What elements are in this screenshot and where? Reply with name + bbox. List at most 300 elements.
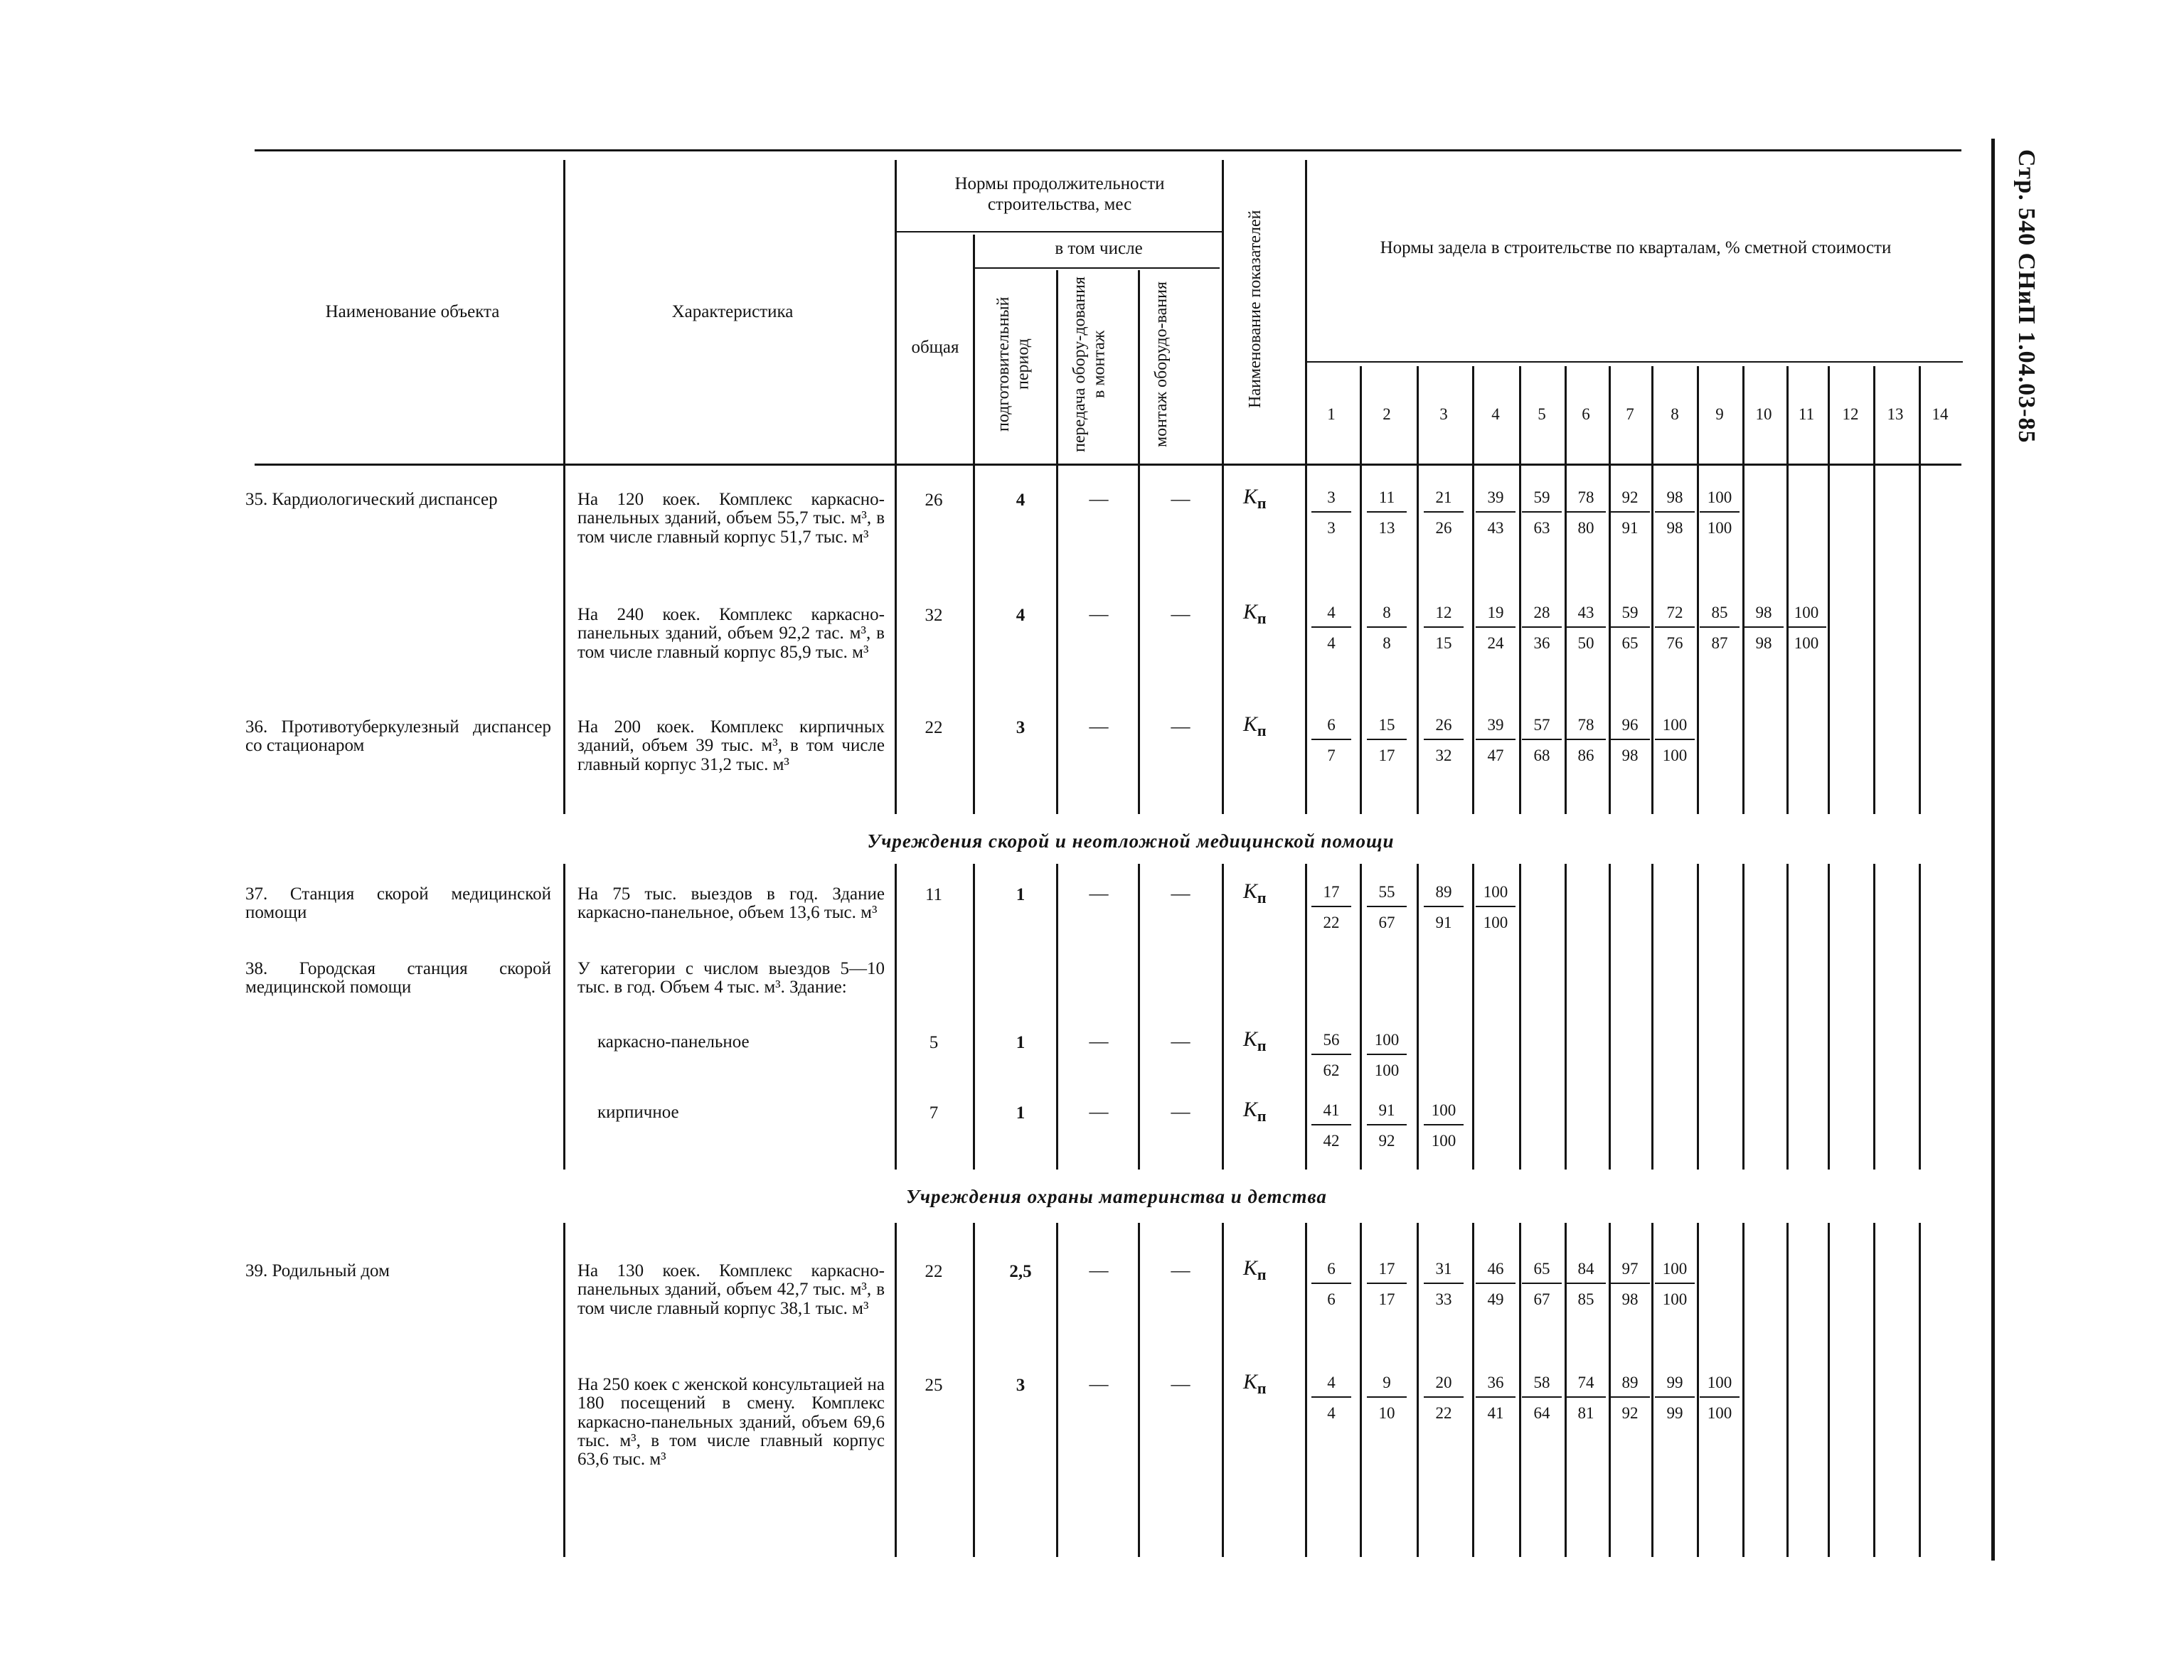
indicator-subscript: п bbox=[1257, 722, 1267, 739]
backlog-fraction bbox=[1311, 1032, 1351, 1079]
backlog-fraction bbox=[1476, 489, 1516, 536]
characteristic-38-panel: каркасно-панельное bbox=[597, 1032, 750, 1052]
backlog-fraction bbox=[1367, 604, 1407, 651]
characteristic-38-brick: кирпичное bbox=[597, 1103, 679, 1122]
body-rule-1-9 bbox=[1472, 864, 1474, 1170]
object-name-37: 37. Станция скорой медицинской помощи bbox=[245, 884, 551, 923]
quarter-header-11: 11 bbox=[1798, 405, 1815, 423]
backlog-value-bottom: 7 bbox=[1327, 747, 1336, 764]
quarters-subrule bbox=[1305, 361, 1963, 363]
backlog-value-bottom: 98 bbox=[1621, 1290, 1639, 1308]
duration-subrule bbox=[896, 231, 1223, 232]
backlog-value-bottom: 92 bbox=[1378, 1132, 1395, 1150]
body-rule-1-0 bbox=[563, 864, 565, 1170]
backlog-fraction bbox=[1610, 1374, 1650, 1421]
col-header-transfer: передача обору-дования в монтаж bbox=[1070, 277, 1109, 452]
backlog-value-top: 100 bbox=[1367, 1032, 1407, 1055]
duration-transfer: — bbox=[1089, 603, 1109, 624]
quarter-header-5: 5 bbox=[1538, 405, 1546, 423]
body-rule-1-14 bbox=[1697, 864, 1699, 1170]
backlog-value-top: 4 bbox=[1311, 1374, 1351, 1398]
duration-install: — bbox=[1171, 603, 1190, 624]
characteristic-37: На 75 тыс. выездов в год. Здание каркасно-панельное, объем 13,6 тыс. м³ bbox=[577, 884, 885, 923]
body-rule-1-6 bbox=[1305, 864, 1307, 1170]
quarter-header-13: 13 bbox=[1887, 405, 1904, 423]
backlog-value-top: 59 bbox=[1610, 604, 1650, 628]
backlog-value-top: 100 bbox=[1655, 1261, 1695, 1284]
backlog-value-top: 100 bbox=[1476, 884, 1516, 907]
col-header-total: общая bbox=[911, 338, 959, 357]
backlog-value-top: 20 bbox=[1424, 1374, 1464, 1398]
backlog-value-top: 15 bbox=[1367, 717, 1407, 740]
quarter-header-8: 8 bbox=[1671, 405, 1679, 423]
duration-total: 22 bbox=[925, 718, 943, 737]
backlog-value-bottom: 100 bbox=[1794, 634, 1819, 652]
side-rule bbox=[1991, 139, 1995, 1561]
quarter-header-7: 7 bbox=[1626, 405, 1634, 423]
quarter-header-1: 1 bbox=[1327, 405, 1336, 423]
backlog-value-bottom: 3 bbox=[1327, 519, 1336, 537]
backlog-value-bottom: 100 bbox=[1662, 747, 1688, 764]
backlog-fraction bbox=[1610, 489, 1650, 536]
duration-prep: 3 bbox=[1016, 1376, 1026, 1395]
indicator-subscript: п bbox=[1257, 494, 1267, 512]
duration-transfer: — bbox=[1089, 1373, 1109, 1394]
backlog-fraction bbox=[1476, 604, 1516, 651]
backlog-fraction bbox=[1744, 604, 1784, 651]
body-rule-0-5 bbox=[1222, 466, 1224, 814]
backlog-fraction bbox=[1424, 1261, 1464, 1307]
including-subrule bbox=[974, 267, 1220, 269]
duration-transfer: — bbox=[1089, 882, 1109, 904]
quarter-header-rule-4 bbox=[1565, 366, 1567, 464]
backlog-fraction bbox=[1311, 489, 1351, 536]
backlog-value-bottom: 86 bbox=[1577, 747, 1594, 764]
backlog-fraction bbox=[1311, 884, 1351, 931]
backlog-fraction bbox=[1566, 604, 1606, 651]
backlog-value-bottom: 76 bbox=[1666, 634, 1683, 652]
body-rule-2-5 bbox=[1222, 1223, 1224, 1557]
backlog-fraction bbox=[1522, 604, 1562, 651]
backlog-fraction bbox=[1786, 604, 1826, 651]
body-rule-0-8 bbox=[1417, 466, 1419, 814]
backlog-value-bottom: 100 bbox=[1707, 519, 1732, 537]
body-rule-2-0 bbox=[563, 1223, 565, 1557]
body-rule-1-8 bbox=[1417, 864, 1419, 1170]
duration-prep: 1 bbox=[1016, 1103, 1026, 1123]
body-rule-0-7 bbox=[1360, 466, 1362, 814]
duration-total: 11 bbox=[925, 885, 943, 904]
backlog-fraction bbox=[1522, 1374, 1562, 1421]
backlog-value-bottom: 41 bbox=[1487, 1404, 1504, 1422]
header-rule-6 bbox=[1305, 160, 1307, 464]
backlog-value-bottom: 98 bbox=[1755, 634, 1772, 652]
body-rule-1-7 bbox=[1360, 864, 1362, 1170]
backlog-fraction bbox=[1700, 604, 1740, 651]
body-rule-1-3 bbox=[1056, 864, 1058, 1170]
duration-install: — bbox=[1171, 488, 1190, 509]
body-rule-0-1 bbox=[895, 466, 897, 814]
object-name-36: 36. Противотуберкулезный диспансер со стационаром bbox=[245, 717, 551, 756]
quarter-header-rule-3 bbox=[1519, 366, 1521, 464]
backlog-value-top: 21 bbox=[1424, 489, 1464, 513]
quarter-header-4: 4 bbox=[1491, 405, 1500, 423]
col-header-install: монтаж оборудо-вания bbox=[1152, 281, 1171, 448]
body-rule-0-4 bbox=[1138, 466, 1140, 814]
backlog-fraction bbox=[1655, 1261, 1695, 1307]
backlog-value-bottom: 17 bbox=[1378, 747, 1395, 764]
backlog-value-bottom: 98 bbox=[1666, 519, 1683, 537]
backlog-value-top: 39 bbox=[1476, 489, 1516, 513]
duration-prep: 1 bbox=[1016, 885, 1026, 904]
backlog-value-top: 78 bbox=[1566, 717, 1606, 740]
backlog-value-bottom: 92 bbox=[1621, 1404, 1639, 1422]
backlog-value-top: 28 bbox=[1522, 604, 1562, 628]
body-rule-1-4 bbox=[1138, 864, 1140, 1170]
backlog-value-bottom: 10 bbox=[1378, 1404, 1395, 1422]
indicator-kp bbox=[1243, 1027, 1267, 1055]
duration-prep: 4 bbox=[1016, 606, 1026, 625]
body-rule-1-1 bbox=[895, 864, 897, 1170]
backlog-fraction bbox=[1476, 884, 1516, 931]
backlog-fraction bbox=[1566, 1261, 1606, 1307]
backlog-value-top: 89 bbox=[1610, 1374, 1650, 1398]
duration-transfer: — bbox=[1089, 715, 1109, 737]
indicator-subscript: п bbox=[1257, 1107, 1267, 1125]
backlog-fraction bbox=[1367, 884, 1407, 931]
backlog-value-bottom: 43 bbox=[1487, 519, 1504, 537]
body-rule-1-5 bbox=[1222, 864, 1224, 1170]
duration-install: — bbox=[1171, 715, 1190, 737]
backlog-value-top: 100 bbox=[1700, 489, 1740, 513]
header-rule-3 bbox=[1056, 270, 1058, 464]
quarter-header-rule-5 bbox=[1609, 366, 1611, 464]
backlog-value-top: 26 bbox=[1424, 717, 1464, 740]
backlog-fraction bbox=[1311, 717, 1351, 764]
quarter-header-6: 6 bbox=[1582, 405, 1590, 423]
body-rule-2-9 bbox=[1472, 1223, 1474, 1557]
col-header-characteristic: Характеристика bbox=[671, 302, 794, 321]
backlog-value-top: 85 bbox=[1700, 604, 1740, 628]
body-rule-0-0 bbox=[563, 466, 565, 814]
backlog-fraction bbox=[1424, 1102, 1464, 1149]
duration-install: — bbox=[1171, 882, 1190, 904]
backlog-value-top: 36 bbox=[1476, 1374, 1516, 1398]
quarter-header-rule-7 bbox=[1697, 366, 1699, 464]
body-rule-0-17 bbox=[1828, 466, 1830, 814]
body-rule-0-6 bbox=[1305, 466, 1307, 814]
body-rule-2-17 bbox=[1828, 1223, 1830, 1557]
backlog-value-bottom: 32 bbox=[1435, 747, 1452, 764]
indicator-k: К bbox=[1243, 1027, 1257, 1051]
header-rule-5 bbox=[1222, 160, 1224, 464]
duration-total: 22 bbox=[925, 1262, 943, 1281]
indicator-kp bbox=[1243, 1370, 1267, 1398]
body-rule-0-10 bbox=[1519, 466, 1521, 814]
col-header-backlog: Нормы задела в строительстве по кварталам, % сметной стоимости bbox=[1380, 238, 1892, 257]
object-name-39: 39. Родильный дом bbox=[245, 1261, 390, 1280]
backlog-value-top: 78 bbox=[1566, 489, 1606, 513]
body-rule-2-10 bbox=[1519, 1223, 1521, 1557]
body-rule-1-10 bbox=[1519, 864, 1521, 1170]
backlog-value-bottom: 8 bbox=[1383, 634, 1391, 652]
duration-install: — bbox=[1171, 1101, 1190, 1122]
duration-install: — bbox=[1171, 1373, 1190, 1394]
duration-install: — bbox=[1171, 1030, 1190, 1052]
quarter-header-rule-9 bbox=[1786, 366, 1789, 464]
backlog-fraction bbox=[1522, 489, 1562, 536]
body-rule-0-9 bbox=[1472, 466, 1474, 814]
indicator-subscript: п bbox=[1257, 609, 1267, 627]
section-heading-emergency: Учреждения скорой и неотложной медицинской помощи bbox=[867, 830, 1395, 852]
backlog-value-top: 43 bbox=[1566, 604, 1606, 628]
duration-total: 7 bbox=[929, 1103, 939, 1123]
backlog-value-top: 6 bbox=[1311, 717, 1351, 740]
body-rule-2-3 bbox=[1056, 1223, 1058, 1557]
backlog-fraction bbox=[1566, 489, 1606, 536]
body-rule-2-4 bbox=[1138, 1223, 1140, 1557]
backlog-value-bottom: 49 bbox=[1487, 1290, 1504, 1308]
backlog-value-bottom: 24 bbox=[1487, 634, 1504, 652]
backlog-fraction bbox=[1476, 717, 1516, 764]
backlog-fraction bbox=[1476, 1374, 1516, 1421]
indicator-k: К bbox=[1243, 879, 1257, 903]
backlog-fraction bbox=[1610, 1261, 1650, 1307]
header-rule-2 bbox=[973, 235, 975, 464]
quarter-header-10: 10 bbox=[1755, 405, 1772, 423]
indicator-subscript: п bbox=[1257, 889, 1267, 906]
body-rule-1-17 bbox=[1828, 864, 1830, 1170]
backlog-fraction bbox=[1367, 489, 1407, 536]
backlog-value-bottom: 47 bbox=[1487, 747, 1504, 764]
backlog-value-bottom: 98 bbox=[1621, 747, 1639, 764]
backlog-value-top: 65 bbox=[1522, 1261, 1562, 1284]
quarter-header-12: 12 bbox=[1842, 405, 1859, 423]
backlog-fraction bbox=[1476, 1261, 1516, 1307]
backlog-fraction bbox=[1424, 884, 1464, 931]
duration-transfer: — bbox=[1089, 1101, 1109, 1122]
backlog-value-bottom: 17 bbox=[1378, 1290, 1395, 1308]
quarter-header-rule-12 bbox=[1919, 366, 1921, 464]
backlog-value-top: 97 bbox=[1610, 1261, 1650, 1284]
backlog-fraction bbox=[1311, 1374, 1351, 1421]
indicator-k: К bbox=[1243, 485, 1257, 508]
col-header-object-name: Наименование объекта bbox=[325, 302, 500, 321]
backlog-fraction bbox=[1610, 717, 1650, 764]
backlog-value-top: 17 bbox=[1311, 884, 1351, 907]
backlog-fraction bbox=[1367, 1261, 1407, 1307]
duration-total: 32 bbox=[925, 606, 943, 625]
backlog-fraction bbox=[1655, 604, 1695, 651]
backlog-value-bottom: 63 bbox=[1533, 519, 1550, 537]
backlog-value-bottom: 91 bbox=[1621, 519, 1639, 537]
backlog-fraction bbox=[1424, 1374, 1464, 1421]
backlog-value-bottom: 99 bbox=[1666, 1404, 1683, 1422]
backlog-fraction bbox=[1610, 604, 1650, 651]
backlog-fraction bbox=[1566, 1374, 1606, 1421]
backlog-value-bottom: 68 bbox=[1533, 747, 1550, 764]
duration-prep: 4 bbox=[1016, 491, 1026, 510]
body-rule-1-15 bbox=[1742, 864, 1744, 1170]
body-rule-1-11 bbox=[1565, 864, 1567, 1170]
duration-prep: 2,5 bbox=[1009, 1262, 1032, 1281]
backlog-value-top: 57 bbox=[1522, 717, 1562, 740]
quarter-header-2: 2 bbox=[1383, 405, 1391, 423]
backlog-value-top: 17 bbox=[1367, 1261, 1407, 1284]
backlog-value-top: 46 bbox=[1476, 1261, 1516, 1284]
backlog-fraction bbox=[1367, 717, 1407, 764]
backlog-value-top: 100 bbox=[1655, 717, 1695, 740]
body-rule-1-16 bbox=[1786, 864, 1789, 1170]
backlog-value-top: 3 bbox=[1311, 489, 1351, 513]
indicator-kp bbox=[1243, 879, 1267, 907]
backlog-value-bottom: 36 bbox=[1533, 634, 1550, 652]
backlog-value-top: 84 bbox=[1566, 1261, 1606, 1284]
backlog-value-bottom: 22 bbox=[1323, 914, 1340, 931]
duration-prep: 1 bbox=[1016, 1033, 1026, 1052]
object-name-38: 38. Городская станция скорой медицинской помощи bbox=[245, 959, 551, 997]
backlog-value-top: 4 bbox=[1311, 604, 1351, 628]
body-rule-2-16 bbox=[1786, 1223, 1789, 1557]
body-rule-0-2 bbox=[973, 466, 975, 814]
quarter-header-rule-10 bbox=[1828, 366, 1830, 464]
backlog-value-bottom: 100 bbox=[1431, 1132, 1456, 1150]
body-rule-1-19 bbox=[1919, 864, 1921, 1170]
backlog-fraction bbox=[1655, 1374, 1695, 1421]
body-rule-2-6 bbox=[1305, 1223, 1307, 1557]
backlog-value-bottom: 4 bbox=[1327, 634, 1336, 652]
backlog-value-top: 8 bbox=[1367, 604, 1407, 628]
backlog-value-top: 56 bbox=[1311, 1032, 1351, 1055]
quarter-header-3: 3 bbox=[1439, 405, 1448, 423]
characteristic-39a: На 130 коек. Комплекс каркасно-панельных зданий, объем 42,7 тыс. м³, в том числе главный корпус 38,1 тыс. м³ bbox=[577, 1261, 885, 1318]
table-top-rule bbox=[255, 149, 1961, 151]
backlog-value-bottom: 100 bbox=[1483, 914, 1508, 931]
backlog-value-bottom: 67 bbox=[1533, 1290, 1550, 1308]
backlog-value-top: 98 bbox=[1655, 489, 1695, 513]
backlog-fraction bbox=[1367, 1032, 1407, 1079]
backlog-value-bottom: 100 bbox=[1662, 1290, 1688, 1308]
body-rule-2-18 bbox=[1873, 1223, 1875, 1557]
col-header-prep: подготовительный период bbox=[994, 296, 1033, 432]
backlog-value-bottom: 81 bbox=[1577, 1404, 1594, 1422]
backlog-fraction bbox=[1700, 489, 1740, 536]
body-rule-1-2 bbox=[973, 864, 975, 1170]
quarter-header-9: 9 bbox=[1715, 405, 1724, 423]
backlog-fraction bbox=[1522, 1261, 1562, 1307]
backlog-fraction bbox=[1367, 1102, 1407, 1149]
object-name-35: 35. Кардиологический диспансер bbox=[245, 490, 498, 509]
backlog-value-top: 91 bbox=[1367, 1102, 1407, 1125]
col-header-indicator: Наименование показателей bbox=[1246, 210, 1264, 409]
backlog-value-bottom: 87 bbox=[1711, 634, 1728, 652]
duration-total: 5 bbox=[929, 1033, 939, 1052]
indicator-subscript: п bbox=[1257, 1379, 1267, 1397]
characteristic-36: На 200 коек. Комплекс кирпичных зданий, объем 39 тыс. м³, в том числе главный корпус 31,2 тыс. м³ bbox=[577, 717, 885, 774]
indicator-k: К bbox=[1243, 1098, 1257, 1121]
indicator-kp bbox=[1243, 1098, 1267, 1125]
backlog-value-top: 59 bbox=[1522, 489, 1562, 513]
duration-prep: 3 bbox=[1016, 718, 1026, 737]
backlog-value-top: 99 bbox=[1655, 1374, 1695, 1398]
body-rule-2-19 bbox=[1919, 1223, 1921, 1557]
body-rule-2-2 bbox=[973, 1223, 975, 1557]
backlog-value-top: 96 bbox=[1610, 717, 1650, 740]
backlog-fraction bbox=[1700, 1374, 1740, 1421]
characteristic-35a: На 120 коек. Комплекс каркасно-панельных зданий, объем 55,7 тыс. м³, в том числе главный корпус 51,7 тыс. м³ bbox=[577, 490, 885, 547]
backlog-fraction bbox=[1367, 1374, 1407, 1421]
backlog-fraction bbox=[1424, 604, 1464, 651]
quarter-header-14: 14 bbox=[1932, 405, 1949, 423]
backlog-value-bottom: 22 bbox=[1435, 1404, 1452, 1422]
duration-transfer: — bbox=[1089, 1030, 1109, 1052]
quarter-header-rule-1 bbox=[1417, 366, 1419, 464]
body-rule-0-13 bbox=[1651, 466, 1653, 814]
body-rule-1-13 bbox=[1651, 864, 1653, 1170]
backlog-value-top: 12 bbox=[1424, 604, 1464, 628]
body-rule-1-18 bbox=[1873, 864, 1875, 1170]
body-rule-2-14 bbox=[1697, 1223, 1699, 1557]
backlog-value-bottom: 4 bbox=[1327, 1404, 1336, 1422]
body-rule-2-7 bbox=[1360, 1223, 1362, 1557]
backlog-fraction bbox=[1655, 489, 1695, 536]
page-title: Стр. 540 СНиП 1.04.03-85 bbox=[2013, 149, 2040, 444]
header-bottom-rule bbox=[255, 464, 1961, 466]
backlog-value-top: 11 bbox=[1367, 489, 1407, 513]
body-rule-2-15 bbox=[1742, 1223, 1744, 1557]
backlog-value-bottom: 67 bbox=[1378, 914, 1395, 931]
body-rule-2-13 bbox=[1651, 1223, 1653, 1557]
header-rule-0 bbox=[563, 160, 565, 464]
backlog-value-bottom: 50 bbox=[1577, 634, 1594, 652]
backlog-value-top: 41 bbox=[1311, 1102, 1351, 1125]
backlog-value-top: 19 bbox=[1476, 604, 1516, 628]
backlog-value-bottom: 13 bbox=[1378, 519, 1395, 537]
backlog-value-bottom: 64 bbox=[1533, 1404, 1550, 1422]
backlog-fraction bbox=[1424, 717, 1464, 764]
quarter-header-rule-2 bbox=[1472, 366, 1474, 464]
backlog-fraction bbox=[1424, 489, 1464, 536]
backlog-value-top: 100 bbox=[1700, 1374, 1740, 1398]
body-rule-2-1 bbox=[895, 1223, 897, 1557]
backlog-value-top: 58 bbox=[1522, 1374, 1562, 1398]
body-rule-1-12 bbox=[1609, 864, 1611, 1170]
backlog-value-bottom: 6 bbox=[1327, 1290, 1336, 1308]
backlog-fraction bbox=[1311, 1261, 1351, 1307]
backlog-fraction bbox=[1566, 717, 1606, 764]
backlog-value-top: 100 bbox=[1786, 604, 1826, 628]
backlog-value-bottom: 100 bbox=[1707, 1404, 1732, 1422]
quarter-header-rule-11 bbox=[1873, 366, 1875, 464]
backlog-value-bottom: 100 bbox=[1374, 1061, 1400, 1079]
characteristic-35b: На 240 коек. Комплекс каркасно-панельных зданий, объем 92,2 тас. м³, в том числе главный корпус 85,9 тыс. м³ bbox=[577, 605, 885, 662]
backlog-value-bottom: 91 bbox=[1435, 914, 1452, 931]
characteristic-38: У категории с числом выездов 5—10 тыс. в год. Объем 4 тыс. м³. Здание: bbox=[577, 959, 885, 997]
backlog-value-bottom: 26 bbox=[1435, 519, 1452, 537]
backlog-value-bottom: 62 bbox=[1323, 1061, 1340, 1079]
quarter-header-rule-6 bbox=[1651, 366, 1653, 464]
col-header-including: в том числе bbox=[1055, 239, 1143, 258]
backlog-value-top: 55 bbox=[1367, 884, 1407, 907]
backlog-fraction bbox=[1311, 1102, 1351, 1149]
body-rule-2-8 bbox=[1417, 1223, 1419, 1557]
header-rule-1 bbox=[895, 160, 897, 464]
backlog-fraction bbox=[1655, 717, 1695, 764]
indicator-k: К bbox=[1243, 1370, 1257, 1393]
backlog-value-top: 72 bbox=[1655, 604, 1695, 628]
duration-transfer: — bbox=[1089, 488, 1109, 509]
header-rule-4 bbox=[1138, 270, 1140, 464]
